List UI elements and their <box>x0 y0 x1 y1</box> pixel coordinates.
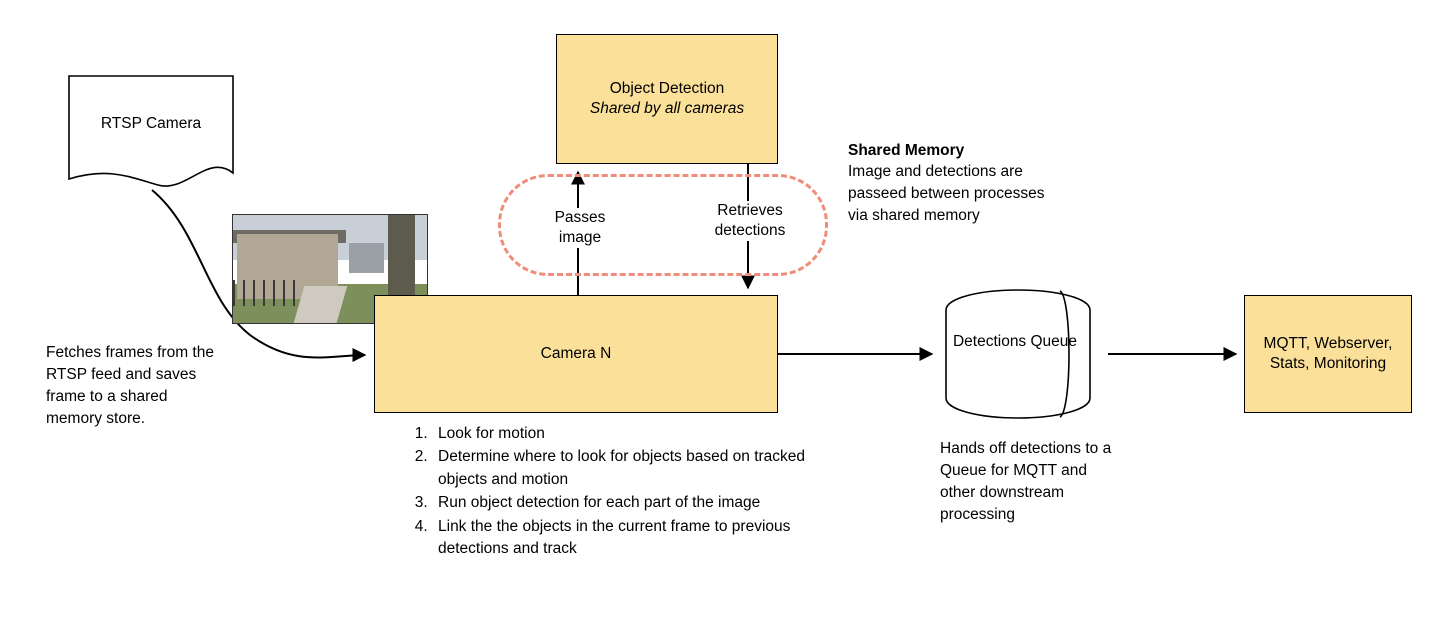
list-item: 1. Look for motion <box>432 423 852 445</box>
node-rtsp-camera[interactable] <box>68 75 234 190</box>
node-mqtt-webserver[interactable] <box>1244 295 1412 413</box>
annotation-shared-memory-body: Image and detections are passeed between processes via shared memory <box>848 163 1045 224</box>
snapshot-background-house <box>349 243 384 273</box>
cylinder-shape <box>940 288 1104 420</box>
node-detections-queue-label: Detections Queue <box>952 333 1078 350</box>
node-mqtt-label: MQTT, Webserver, Stats, Monitoring <box>1263 334 1393 372</box>
node-camera-n[interactable] <box>374 295 778 413</box>
snapshot-tree <box>388 215 415 299</box>
edge-label-passes-image: Passes image <box>534 208 626 248</box>
annotation-fetches-frames: Fetches frames from the RTSP feed and saves frame to a shared memory store. <box>46 344 214 427</box>
edge-label-retrieves-detections: Retrieves detections <box>698 201 802 241</box>
snapshot-fence <box>233 280 299 306</box>
node-object-detection-title: Object Detection <box>609 79 725 97</box>
list-item: 3. Run object detection for each part of the image <box>432 492 852 514</box>
camera-steps-list <box>374 423 852 562</box>
node-rtsp-camera-label: RTSP Camera <box>100 115 202 132</box>
annotation-hands-off: Hands off detections to a Queue for MQTT and other downstream processing <box>940 440 1112 523</box>
node-object-detection-subtitle: Shared by all cameras <box>589 100 745 117</box>
node-detections-queue[interactable] <box>940 288 1104 420</box>
node-camera-n-label: Camera N <box>540 344 612 362</box>
node-object-detection[interactable] <box>556 34 778 164</box>
annotation-shared-memory-heading: Shared Memory <box>848 142 965 159</box>
list-item: 2. Determine where to look for objects based on tracked objects and motion <box>432 446 852 491</box>
list-item: 4. Link the the objects in the current frame to previous detections and track <box>432 516 852 561</box>
